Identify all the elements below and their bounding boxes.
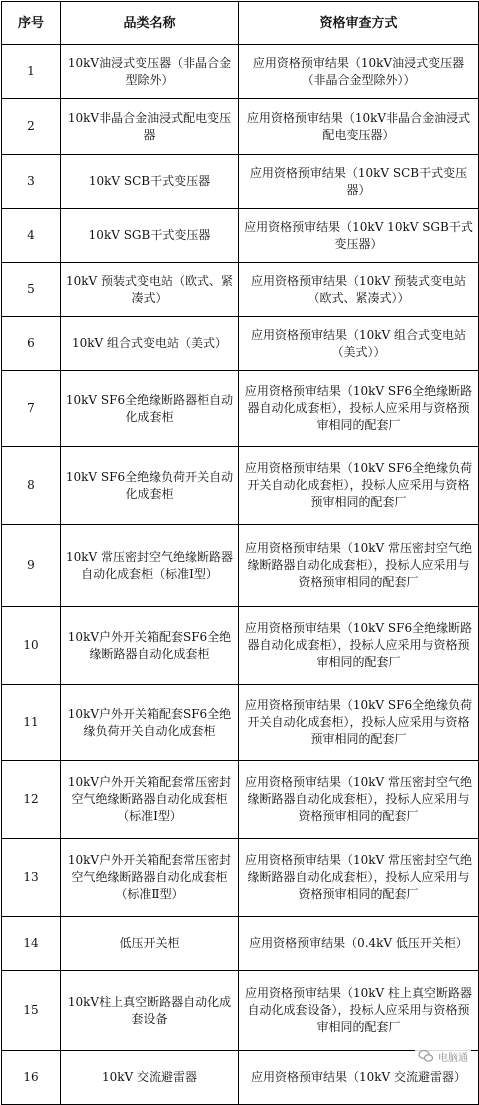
cell-category: 10kV户外开关箱配套SF6全绝缘断路器自动化成套柜 — [61, 607, 239, 685]
cell-category: 10kV SCB干式变压器 — [61, 155, 239, 209]
table-row — [2, 371, 479, 447]
qualification-table — [1, 1, 479, 1105]
table-row — [2, 263, 479, 317]
table-row — [2, 761, 479, 839]
table-row — [2, 1051, 479, 1105]
wechat-logo-icon — [418, 1048, 434, 1064]
cell-method: 应用资格预审结果（10kV 预装式变电站（欧式、紧凑式）） — [239, 263, 479, 317]
cell-category: 10kV户外开关箱配套SF6全绝缘负荷开关自动化成套柜 — [61, 685, 239, 761]
cell-index: 1 — [2, 45, 61, 99]
cell-method: 应用资格预审结果（10kV 常压密封空气绝缘断路器自动化成套柜），投标人应采用与资格预审相同的配套厂 — [239, 761, 479, 839]
table-row — [2, 971, 479, 1051]
cell-index: 5 — [2, 263, 61, 317]
cell-index: 10 — [2, 607, 61, 685]
cell-method: 应用资格预审结果（0.4kV 低压开关柜） — [239, 917, 479, 971]
cell-category: 10kV非晶合金油浸式配电变压器 — [61, 99, 239, 155]
cell-category: 10kV 预装式变电站（欧式、紧凑式） — [61, 263, 239, 317]
cell-index: 3 — [2, 155, 61, 209]
cell-method: 应用资格预审结果（10kV 常压密封空气绝缘断路器自动化成套柜），投标人应采用与资格预审相同的配套厂 — [239, 839, 479, 917]
cell-category: 10kV柱上真空断路器自动化成套设备 — [61, 971, 239, 1051]
table-row — [2, 209, 479, 263]
table-row — [2, 917, 479, 971]
cell-method: 应用资格预审结果（10kV 柱上真空断路器自动化成套设备），投标人应采用与资格预审相同的配套厂 — [239, 971, 479, 1051]
table-row — [2, 525, 479, 607]
table-row — [2, 99, 479, 155]
watermark-text: 电脑通 — [438, 1052, 468, 1064]
watermark — [415, 1047, 471, 1065]
header-category: 品类名称 — [61, 2, 239, 45]
table-row — [2, 839, 479, 917]
cell-category: 10kV SF6全绝缘断路器柜自动化成套柜 — [61, 371, 239, 447]
header-method: 资格审查方式 — [239, 2, 479, 45]
cell-index: 6 — [2, 317, 61, 371]
cell-index: 11 — [2, 685, 61, 761]
cell-index: 8 — [2, 447, 61, 525]
cell-category: 10kV SGB干式变压器 — [61, 209, 239, 263]
cell-method: 应用资格预审结果（10kV 组合式变电站（美式）） — [239, 317, 479, 371]
cell-method: 应用资格预审结果（10kV SF6全绝缘断路器自动化成套柜），投标人应采用与资格预审相同的配套厂 — [239, 607, 479, 685]
cell-method: 应用资格预审结果（10kV SCB干式变压器） — [239, 155, 479, 209]
header-row — [2, 2, 479, 45]
cell-index: 15 — [2, 971, 61, 1051]
cell-method: 应用资格预审结果（10kV SF6全绝缘负荷开关自动化成套柜），投标人应采用与资格预审相同的配套厂 — [239, 685, 479, 761]
table-row — [2, 317, 479, 371]
cell-index: 7 — [2, 371, 61, 447]
cell-category: 10kV SF6全绝缘负荷开关自动化成套柜 — [61, 447, 239, 525]
cell-index: 4 — [2, 209, 61, 263]
cell-method: 应用资格预审结果（10kV油浸式变压器（非晶合金型除外）） — [239, 45, 479, 99]
cell-category: 10kV 交流避雷器 — [61, 1051, 239, 1105]
table-row — [2, 45, 479, 99]
cell-category: 10kV 组合式变电站（美式） — [61, 317, 239, 371]
header-index: 序号 — [2, 2, 61, 45]
cell-index: 13 — [2, 839, 61, 917]
cell-category: 10kV 常压密封空气绝缘断路器自动化成套柜（标准Ⅰ型） — [61, 525, 239, 607]
cell-method: 应用资格预审结果（10kV SF6全绝缘断路器自动化成套柜），投标人应采用与资格预审相同的配套厂 — [239, 371, 479, 447]
table-row — [2, 607, 479, 685]
cell-index: 12 — [2, 761, 61, 839]
cell-method: 应用资格预审结果（10kV非晶合金油浸式配电变压器） — [239, 99, 479, 155]
cell-category: 10kV油浸式变压器（非晶合金型除外） — [61, 45, 239, 99]
cell-index: 16 — [2, 1051, 61, 1105]
cell-index: 2 — [2, 99, 61, 155]
cell-method: 应用资格预审结果（10kV 10kV SGB干式变压器） — [239, 209, 479, 263]
table-row — [2, 155, 479, 209]
table-row — [2, 685, 479, 761]
cell-index: 9 — [2, 525, 61, 607]
cell-method: 应用资格预审结果（10kV SF6全绝缘负荷开关自动化成套柜），投标人应采用与资格预审相同的配套厂 — [239, 447, 479, 525]
table-row — [2, 447, 479, 525]
cell-category: 低压开关柜 — [61, 917, 239, 971]
cell-method: 应用资格预审结果（10kV 常压密封空气绝缘断路器自动化成套柜），投标人应采用与资格预审相同的配套厂 — [239, 525, 479, 607]
cell-index: 14 — [2, 917, 61, 971]
cell-method: 应用资格预审结果（10kV 交流避雷器） — [239, 1051, 479, 1105]
cell-category: 10kV户外开关箱配套常压密封空气绝缘断路器自动化成套柜（标准Ⅱ型） — [61, 839, 239, 917]
cell-category: 10kV户外开关箱配套常压密封空气绝缘断路器自动化成套柜（标准Ⅰ型） — [61, 761, 239, 839]
